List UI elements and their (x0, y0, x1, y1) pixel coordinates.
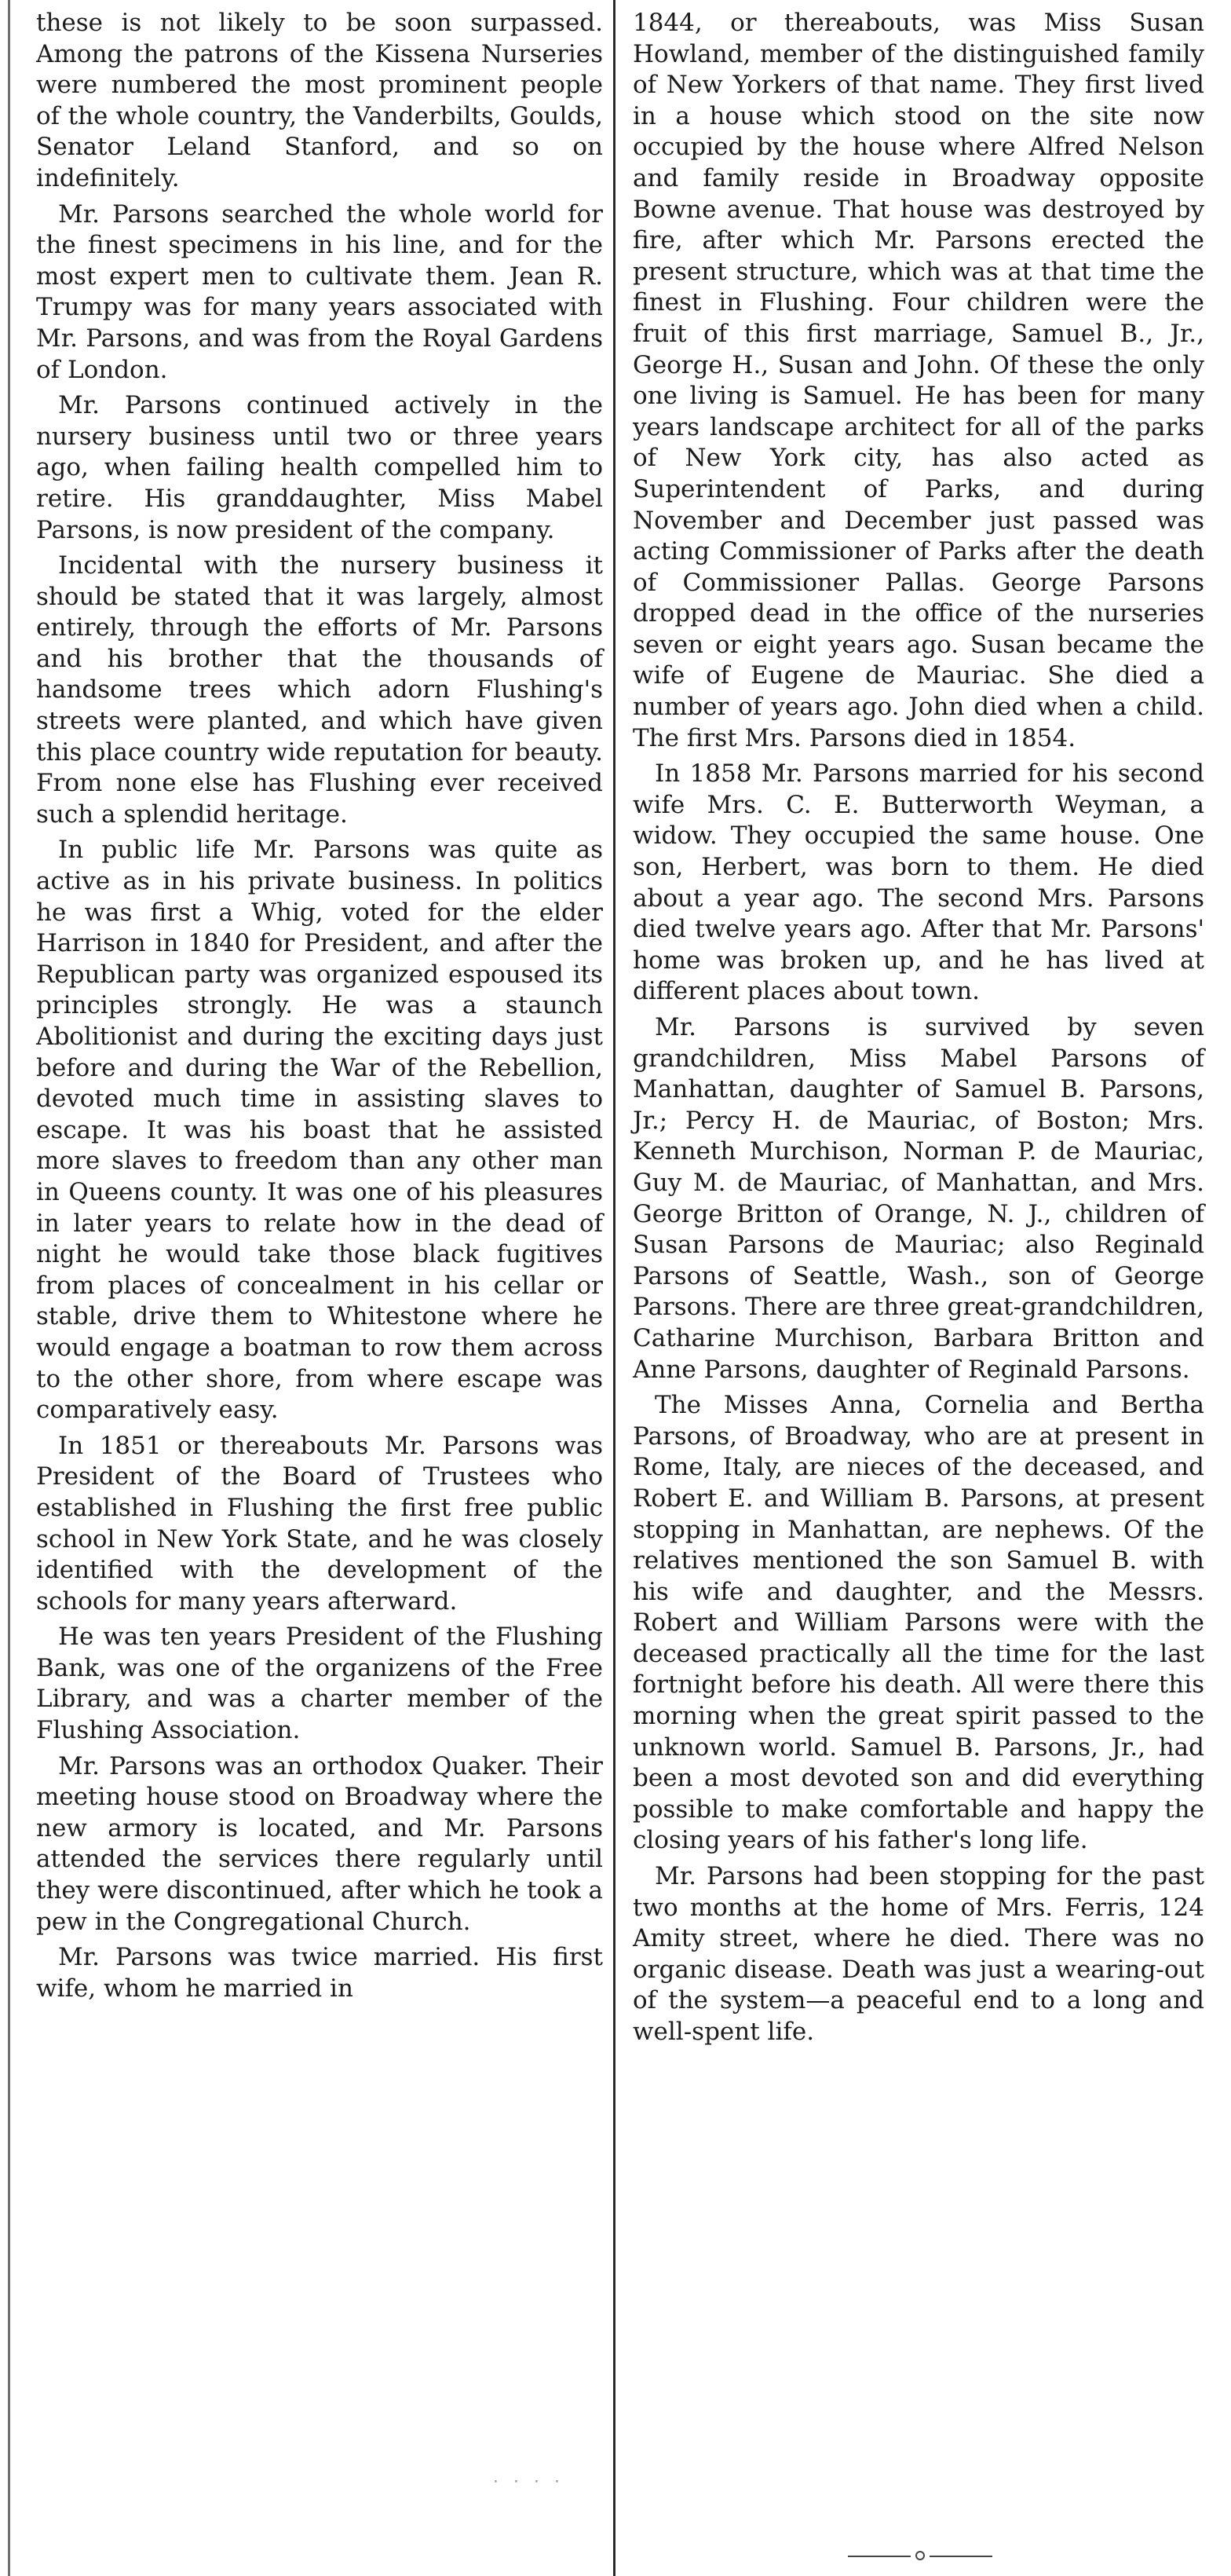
paragraph-retirement: Mr. Parsons continued actively in the nursery business until two or three years ago, when failing health compelled him to retire. His granddaughter, Miss Mabel Parsons, is now president of the company. (36, 391, 603, 544)
paragraph-free-school: In 1851 or thereabouts Mr. Parsons was President of the Board of Trustees who established in Flushing the first free public school in New York State, and he was closely identified with the development of the schools for many years afterward. (36, 1431, 603, 1615)
left-column (36, 8, 603, 2004)
paragraph-death: Mr. Parsons had been stopping for the past two months at the home of Mrs. Ferris, 124 Amity street, where he died. There was no organic disease. Death was just a wearing-out of the system—a peaceful end to a long and well-spent life. (633, 1862, 1204, 2046)
paragraph-public-life: In public life Mr. Parsons was quite as active as in his private business. In politics he was first a Whig, voted for the elder Harrison in 1840 for President, and after the Republican party was organized espoused its principles strongly. He was a staunch Abolitionist and during the exciting days just before and during the War of the Rebellion, devoted much time in assisting slaves to escape. It was his boast that he assisted more slaves to freedom than any other man in Queens county. It was one of his pleasures in later years to relate how in the dead of night he would take those black fugitives from places of concealment in his cellar or stable, drive them to Whitestone where he would engage a boatman to row them across to the other shore, from where escape was comparatively easy. (36, 836, 603, 1425)
paragraph-nursery-patrons: these is not likely to be soon surpassed. Among the patrons of the Kissena Nurseries were numbered the most prominent people of the whole country, the Vanderbilts, Goulds, Senator Leland Stanford, and so on indefinitely. (36, 9, 603, 192)
paragraph-twice-married: Mr. Parsons was twice married. His first wife, whom he married in (36, 1943, 603, 2003)
paragraph-grandchildren: Mr. Parsons is survived by seven grandchildren, Miss Mabel Parsons of Manhattan, daughter of Samuel B. Parsons, Jr.; Percy H. de Mauriac, of Boston; Mrs. Kenneth Murchison, Norman P. de Mauriac, Guy M. de Mauriac, of Manhattan, and Mrs. George Britton of Orange, N. J., children of Susan Parsons de Mauriac; also Reginald Parsons of Seattle, Wash., son of George Parsons. There are three great-grandchildren, Catharine Murchison, Barbara Britton and Anne Parsons, daughter of Reginald Parsons. (633, 1013, 1204, 1384)
paragraph-quaker: Mr. Parsons was an orthodox Quaker. Their meeting house stood on Broadway where the new armory is located, and Mr. Parsons attended the services there regularly until they were discontinued, after which he took a pew in the Congregational Church. (36, 1751, 603, 1936)
end-of-article-ornament (848, 2551, 997, 2562)
right-column (633, 8, 1204, 2048)
left-margin-rule (8, 0, 10, 2576)
ornament-dash-right (930, 2556, 992, 2557)
paragraph-flushing-trees: Incidental with the nursery business it should be stated that it was largely, almost entirely, through the efforts of Mr. Parsons and his brother that the thousands of handsome trees which adorn Flushing's streets were planted, and which have given this place country wide reputation for beauty. From none else has Flushing ever received such a splendid heritage. (36, 551, 603, 829)
paragraph-relatives: The Misses Anna, Cornelia and Bertha Parsons, of Broadway, who are at present in Rome, Italy, are nieces of the deceased, and Robert E. and William B. Parsons, at present stopping in Manhattan, are nephews. Of the relatives mentioned the son Samuel B. with his wife and daughter, and the Messrs. Robert and William Parsons were with the deceased practically all the time for the last fortnight before his death. All were there this morning when the great spirit passed to the unknown world. Samuel B. Parsons, Jr., had been a most devoted son and did everything possible to make comfortable and happy the closing years of his father's long life. (633, 1391, 1204, 1855)
column-divider-rule (613, 0, 616, 2576)
faint-print-marks: ⋅ ⋅ ⋅ ⋅ (493, 2472, 564, 2492)
paragraph-first-marriage: 1844, or thereabouts, was Miss Susan Howland, member of the distinguished family of New Yorkers of that name. They first lived in a house which stood on the site now occupied by the house where Alfred Nelson and family reside in Broadway opposite Bowne avenue. That house was destroyed by fire, after which Mr. Parsons erected the present structure, which was at that time the finest in Flushing. Four children were the fruit of this first marriage, Samuel B., Jr., George H., Susan and John. Of these the only one living is Samuel. He has been for many years landscape architect for all of the parks of New York city, has also acted as Superintendent of Parks, and during November and December just passed was acting Commissioner of Parks after the death of Commissioner Pallas. George Parsons dropped dead in the office of the nurseries seven or eight years ago. Susan became the wife of Eugene de Mauriac. She died a number of years ago. John died when a child. The first Mrs. Parsons died in 1854. (633, 9, 1204, 752)
paragraph-flushing-bank: He was ten years President of the Flushing Bank, was one of the organizens of the Free Library, and was a charter member of the Flushing Association. (36, 1623, 603, 1745)
ornament-circle-icon (915, 2551, 925, 2560)
paragraph-second-marriage: In 1858 Mr. Parsons married for his second wife Mrs. C. E. Butterworth Weyman, a widow. They occupied the same house. One son, Herbert, was born to them. He died about a year ago. The second Mrs. Parsons died twelve years ago. After that Mr. Parsons' home was broken up, and he has lived at different places about town. (633, 759, 1204, 1006)
paragraph-finest-specimens: Mr. Parsons searched the whole world for the finest specimens in his line, and for the most expert men to cultivate them. Jean R. Trumpy was for many years associated with Mr. Parsons, and was from the Royal Gardens of London. (36, 199, 603, 384)
ornament-dash-left (848, 2556, 911, 2557)
